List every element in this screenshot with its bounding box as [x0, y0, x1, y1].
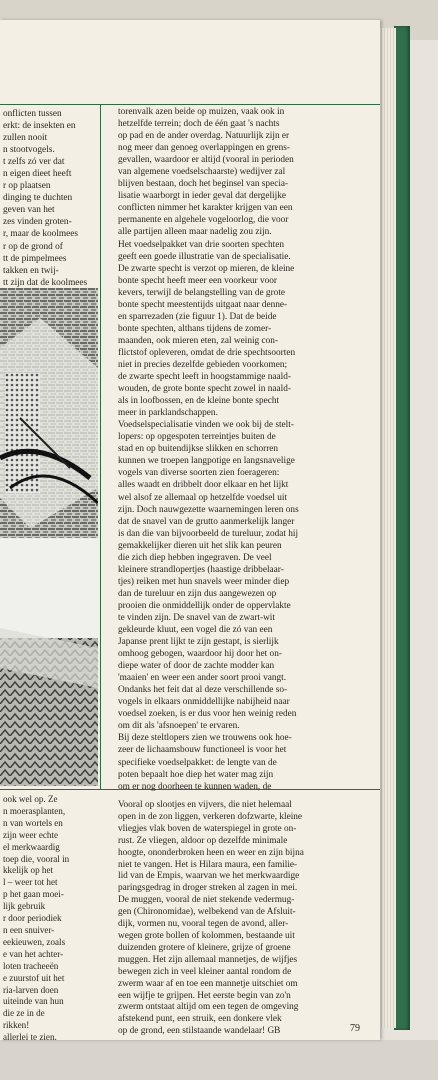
text-line: zwerm ontstaat altijd om een tegen de omgeving: [118, 1002, 299, 1013]
text-line: muggen. Het zijn allemaal mannetjes, de wijfjes: [118, 954, 298, 965]
text-line: n moerasplanten,: [3, 805, 66, 816]
text-line: vogels in elkaars onmiddellijke nabijheid naar: [118, 697, 290, 708]
text-line: toep die, vooral in: [3, 853, 70, 864]
bottom-main-text: [118, 800, 380, 1038]
text-line: blijven bestaan, doch het beginsel van specia-: [118, 179, 289, 190]
text-line: r op plaatsen: [3, 181, 51, 192]
text-line: te vinden zijn. De snavel van de zwart-wit: [118, 612, 275, 623]
text-line: die ze in de: [3, 1008, 45, 1019]
text-line: takken en twij-: [3, 265, 59, 276]
text-line: geven van het: [3, 205, 55, 216]
text-line: op pad en de ander overdag. Natuurlijk zijn er: [118, 131, 290, 142]
text-line: n van wortels en: [3, 817, 63, 828]
book-page: [0, 20, 380, 1043]
main-column-text: [118, 106, 374, 793]
text-line: paringsgedrag in droger streken al zagen in mei.: [118, 883, 298, 894]
text-line: erkt: de insekten en: [3, 121, 76, 132]
text-line: tjes) reiken met hun snavels weer minder diep: [118, 576, 290, 587]
text-line: zwerm waar af en toe een mannetje uitschiet om: [118, 978, 298, 989]
text-line: niet te vangen. Het is Hilara maura, een familie-: [118, 859, 298, 870]
text-line: afstekend punt, een struik, een donkere vlek: [118, 1014, 282, 1025]
text-line: rikken!: [3, 1020, 30, 1031]
text-line: open in de zon liggen, verkeren dofzwarte, kleine: [118, 811, 303, 822]
text-line: poten bepaalt hoe diep het water mag zijn: [118, 769, 274, 780]
text-line: maanden, ook mieren eten, zal weinig con-: [118, 335, 279, 346]
text-line: Bij deze steltlopers zien we trouwens ook hoe-: [118, 733, 292, 744]
text-line: kevers, terwijl de belangstelling van de grote: [118, 287, 286, 298]
text-line: van algemene voedselschaarste) wedijver zal: [118, 167, 286, 178]
text-line: 'maaien' en weer een ander soort prooi vangt.: [118, 673, 287, 684]
text-line: e van het achter-: [3, 948, 64, 959]
text-line: bonte spechten, althans tijdens de zomer-: [118, 323, 272, 334]
column-rule: [100, 104, 101, 789]
text-line: n stootvogels.: [3, 145, 55, 156]
text-line: lid van de Empis, waarvan we het merkwaardige: [118, 871, 300, 882]
text-line: kunnen we troepen langpotige en langsnavelige: [118, 456, 295, 467]
text-line: om dit als 'afsnoepen' te ervaren.: [118, 721, 240, 732]
text-line: torenvalk azen beide op muizen, vaak ook in: [118, 107, 285, 117]
text-line: vogels van diverse soorten zien foerageren:: [118, 468, 280, 479]
text-line: De zwarte specht is verzot op mieren, de kleine: [118, 263, 295, 274]
text-line: eekieuwen, zoals: [3, 936, 66, 947]
text-line: uiteinde van hun: [3, 996, 64, 1007]
text-line: als in loofbossen, en de kleine bonte specht: [118, 396, 280, 407]
text-line: zijn weer echte: [3, 829, 59, 840]
text-line: tt de pimpelmees: [3, 253, 67, 264]
text-line: de zwarte specht leeft in hoogstammige naald-: [118, 372, 291, 383]
text-line: conflicten nimmer het karakter krijgen van een: [118, 203, 293, 214]
text-line: zijn. Doch nauwgezette waarnemingen leren ons: [118, 504, 299, 515]
figure-photo: [0, 288, 98, 786]
text-line: kleinere strandlopertjes (haastige dribbelaar-: [118, 564, 284, 575]
text-line: tt zijn dat de koolmees: [3, 277, 88, 288]
text-line: ria-larven doen: [3, 984, 59, 995]
text-line: hetzelfde terrein; doch de één gaat 's nachts: [118, 119, 280, 130]
text-line: permanente en algehele vogeloorlog, die voor: [118, 215, 289, 226]
text-line: el merkwaardig: [3, 841, 60, 852]
text-line: wouden, de grote bonte specht zowel in naald-: [118, 384, 291, 395]
text-line: t zelfs zó ver dat: [3, 157, 65, 168]
text-line: r op de grond of: [3, 241, 63, 252]
text-line: loten tracheeën: [3, 960, 59, 971]
text-line: op de grond, een stilstaande wandelaar! GB: [118, 1026, 281, 1037]
text-line: prooien die onmiddellijk onder de oppervlakte: [118, 600, 291, 611]
text-line: e zuurstof uit het: [3, 972, 65, 983]
text-line: is dan die van bijvoorbeeld de tureluur, zodat hij: [118, 528, 299, 539]
text-line: Japanse prent lijkt te zijn gestapt, is sierlijk: [118, 637, 279, 648]
text-line: zes vinden groten-: [3, 217, 72, 228]
left-column-top-text: [3, 108, 98, 301]
text-line: gekleurde kluut, een vogel die zó van een: [118, 625, 273, 636]
text-line: een wijfje te grijpen. Het eerste begin van zo'n: [118, 990, 291, 1001]
text-line: gen (Chironomidae), welbekend van de Afsluit-: [118, 907, 296, 918]
text-line: stad en op buitendijkse slikken en schorren: [118, 444, 279, 455]
text-line: hoogte, ononderbroken heen en weer en zijn bijna: [118, 847, 304, 858]
text-line: ook wel op. Ze: [3, 794, 58, 804]
text-line: die zich diep hebben ingegraven. De veel: [118, 552, 272, 563]
text-line: gevallen, waardoor er altijd (vooral in perioden: [118, 155, 294, 166]
text-line: vliegjes vlak boven de waterspiegel in grote on-: [118, 823, 297, 834]
text-line: omhoog gebogen, waardoor hij door het on-: [118, 649, 282, 660]
text-line: bonte specht heeft meer een voorkeur voor: [118, 275, 278, 286]
text-line: De muggen, vooral de niet stekende vedermug-: [118, 895, 295, 906]
text-line: Ondanks het feit dat al deze verschillende so-: [118, 685, 288, 696]
text-line: om er nog doorheen te kunnen waden, de: [118, 781, 272, 792]
text-line: dat de snavel van de grutto aanmerkelijk langer: [118, 516, 295, 527]
text-line: lijk gebruik: [3, 901, 46, 912]
text-line: meer in parklandschappen.: [118, 408, 218, 419]
text-line: flictstof opleveren, omdat de drie spechtsoorten: [118, 347, 296, 358]
book-cover-edge: [394, 26, 410, 1030]
text-line: geeft een goede illustratie van de specialisatie.: [118, 251, 291, 262]
text-line: Voedselspecialisatie vinden we ook bij de stelt-: [118, 420, 294, 431]
text-line: nog meer dan genoeg overlappingen en grens-: [118, 143, 290, 154]
text-line: lisatie waarborgt in ieder geval dat dergelijke: [118, 191, 286, 202]
text-line: allerlei te zien.: [3, 1032, 57, 1043]
background-bottom: [0, 1040, 438, 1080]
text-line: alle partijen alleen maar nadelig zou zijn.: [118, 227, 272, 238]
text-line: onflicten tussen: [3, 109, 62, 119]
text-line: gemakkelijker dieren uit het slik kan peuren: [118, 540, 282, 551]
text-line: rust. Ze vliegen, aldoor op dezelfde minimale: [118, 835, 288, 846]
text-line: bonte specht meestentijds uitgaat naar denne-: [118, 299, 288, 310]
text-line: p het gaan moei-: [3, 889, 64, 900]
left-column-bottom-text: [3, 794, 101, 1044]
text-line: zeer de lichaamsbouw functioneel is voor het: [118, 745, 287, 756]
text-line: kkelijk op het: [3, 865, 54, 876]
text-line: l – weer tot het: [3, 877, 58, 888]
text-line: zullen nooit: [3, 133, 48, 144]
text-line: dan de tureluur en zijn dus aangewezen op: [118, 588, 277, 599]
text-line: dijk, vormen nu, vooral tegen de avond, aller-: [118, 919, 289, 930]
text-line: lopers: op opgespoten terreintjes buiten de: [118, 432, 276, 443]
text-line: n eigen dieet heeft: [3, 169, 72, 180]
text-line: alles waadt en dribbelt door elkaar en het lijkt: [118, 480, 289, 491]
text-line: bewegen zich in veel kleiner aantal rondom de: [118, 966, 292, 977]
text-line: n een snuiver-: [3, 924, 55, 935]
text-line: r door periodiek: [3, 913, 62, 924]
text-line: Vooral op slootjes en vijvers, die niet helemaal: [118, 800, 292, 810]
text-line: r, maar de koolmees: [3, 229, 79, 240]
text-line: voedsel zoeken, is er dus voor hen weinig reden: [118, 709, 297, 720]
text-line: duizenden grotere of kleinere, grijze of groene: [118, 942, 291, 953]
text-line: en sparrezaden (zie figuur 1). Dat de beide: [118, 311, 277, 322]
text-line: dinging te duchten: [3, 193, 73, 204]
text-line: wel alsof ze allemaal op hetzelfde voedsel uit: [118, 492, 288, 503]
text-line: diepe water of door de zachte modder kan: [118, 661, 275, 672]
text-line: specifieke voedselpakket: de lengte van de: [118, 757, 277, 768]
text-line: Het voedselpakket van drie soorten spechten: [118, 239, 284, 250]
text-line: wegen grote bollen of kolommen, bestaande uit: [118, 930, 295, 941]
top-rule: [0, 104, 380, 105]
page-number: 79: [350, 1023, 360, 1034]
text-line: niet in precies dezelfde gebieden voorkomen;: [118, 359, 288, 370]
